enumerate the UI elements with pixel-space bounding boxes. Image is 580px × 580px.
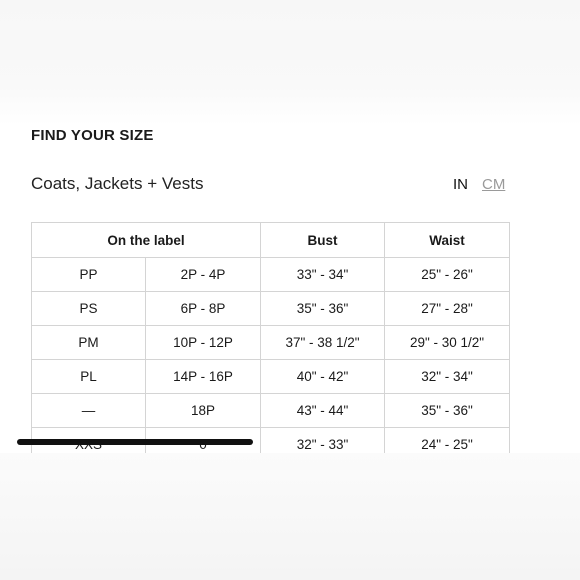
category-title: Coats, Jackets + Vests bbox=[31, 174, 204, 193]
unit-toggle bbox=[453, 176, 505, 193]
waist-cell: 27" - 28" bbox=[385, 292, 510, 326]
unit-in-button[interactable]: IN bbox=[453, 176, 468, 193]
bust-cell: 32" - 33" bbox=[261, 428, 385, 462]
scroll-indicator-bar[interactable] bbox=[17, 439, 253, 445]
waist-cell: 24" - 25" bbox=[385, 428, 510, 462]
bust-cell: 40" - 42" bbox=[261, 360, 385, 394]
bust-cell: 33" - 34" bbox=[261, 258, 385, 292]
size-number-cell: 6P - 8P bbox=[146, 292, 261, 326]
waist-cell: 35" - 36" bbox=[385, 394, 510, 428]
top-background bbox=[0, 0, 580, 125]
waist-cell: 32" - 34" bbox=[385, 360, 510, 394]
table-row bbox=[32, 326, 510, 360]
size-label-cell: PP bbox=[32, 258, 146, 292]
table-row bbox=[32, 292, 510, 326]
size-label-cell: PM bbox=[32, 326, 146, 360]
size-number-cell: 2P - 4P bbox=[146, 258, 261, 292]
size-number-cell: 18P bbox=[146, 394, 261, 428]
header-on-the-label: On the label bbox=[32, 223, 261, 258]
table-row bbox=[32, 360, 510, 394]
unit-cm-button[interactable]: CM bbox=[482, 176, 506, 193]
bottom-background bbox=[0, 453, 580, 580]
page-title: FIND YOUR SIZE bbox=[31, 127, 154, 144]
bust-cell: 35" - 36" bbox=[261, 292, 385, 326]
bust-cell: 37" - 38 1/2" bbox=[261, 326, 385, 360]
header-bust: Bust bbox=[261, 223, 385, 258]
size-number-cell: 14P - 16P bbox=[146, 360, 261, 394]
waist-cell: 29" - 30 1/2" bbox=[385, 326, 510, 360]
size-chart-table bbox=[31, 222, 510, 462]
table-row bbox=[32, 394, 510, 428]
size-label-cell: — bbox=[32, 394, 146, 428]
size-label-cell: PS bbox=[32, 292, 146, 326]
size-label-cell: PL bbox=[32, 360, 146, 394]
bust-cell: 43" - 44" bbox=[261, 394, 385, 428]
table-header-row bbox=[32, 223, 510, 258]
table-row bbox=[32, 258, 510, 292]
size-number-cell: 10P - 12P bbox=[146, 326, 261, 360]
waist-cell: 25" - 26" bbox=[385, 258, 510, 292]
header-waist: Waist bbox=[385, 223, 510, 258]
